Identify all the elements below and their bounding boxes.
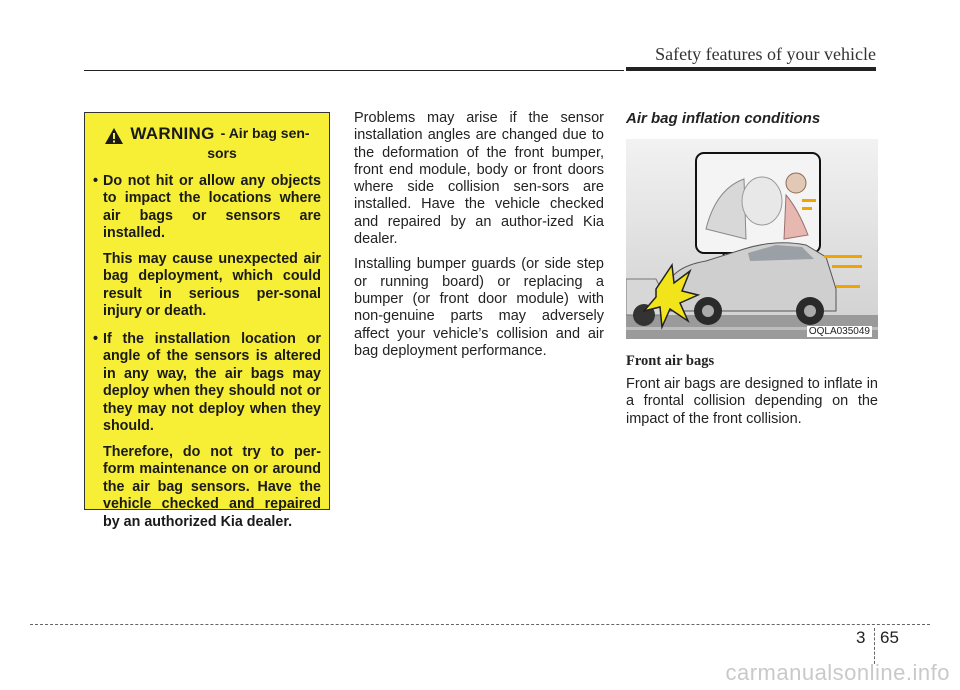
body-paragraph: Front air bags are designed to inflate in a frontal collision depending on the impact of the front collision. <box>626 376 878 427</box>
warning-box <box>84 112 330 530</box>
airbag-illustration <box>626 139 878 339</box>
warning-bullet-text: If the installation location or angle of the sensors is altered in any way, the air bags may deploy when they should not or they may not deploy when they should. <box>103 330 321 434</box>
warning-label: WARNING <box>130 124 215 143</box>
subheading: Front air bags <box>626 353 715 369</box>
section-heading: Air bag inflation conditions <box>626 110 821 127</box>
body-paragraph: Problems may arise if the sensor installation angles are changed due to the deformation of the front bumper, front end module, body or front doors where side collision sen-sors are installed. Have the vehicle checked and repaired by an author-ized Kia dealer. <box>354 110 604 248</box>
bullet-dot-icon: • <box>93 330 99 347</box>
warning-header <box>93 125 321 145</box>
bullet-dot-icon: • <box>93 172 99 189</box>
warning-bullet <box>93 173 321 243</box>
middle-column <box>354 110 604 368</box>
header-rule-thick <box>626 67 876 71</box>
right-column <box>626 110 878 428</box>
warning-triangle-icon <box>104 127 124 145</box>
body-paragraph: Installing bumper guards (or side step or running board) or replacing a bumper (or front door module) with non-genuine parts may adversely affect your vehicle’s collision and air bag deployment performance. <box>354 256 604 359</box>
warning-paragraph: This may cause unexpected air bag deployment, which could result in serious per-sonal injury or death. <box>103 250 321 319</box>
page-header-title: Safety features of your vehicle <box>655 44 876 64</box>
warning-bullet <box>93 331 321 436</box>
footer-dashed-rule <box>30 624 930 625</box>
page-number: 65 <box>880 628 899 647</box>
warning-subtitle: - Air bag sen- <box>220 125 310 141</box>
warning-paragraph: Therefore, do not try to per-form maintenance on or around the air bag sensors. Have the vehicle checked and repaired by an authorized Kia dealer. <box>103 443 321 530</box>
chapter-number: 3 <box>856 628 866 647</box>
watermark: carmanualsonline.info <box>725 660 950 685</box>
figure-code: OQLA035049 <box>808 326 870 337</box>
airbag-figure <box>626 139 878 339</box>
header-rule-thin <box>84 70 624 71</box>
warning-bullet-text: Do not hit or allow any objects to impact the locations where air bags or sensors are installed. <box>103 172 321 241</box>
warning-subtitle-cont: sors <box>207 145 237 161</box>
page-separator <box>874 628 875 664</box>
